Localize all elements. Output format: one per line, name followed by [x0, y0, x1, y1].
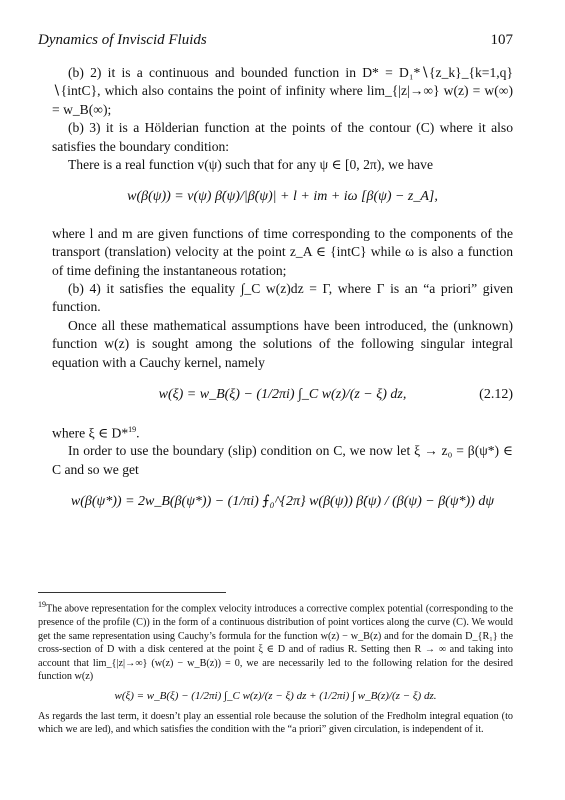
- footnote: [38, 598, 513, 737]
- paragraph-b2: (b) 2) it is a continuous and bounded function in D* = D₁*∖{z_k}_{k=1,q}∖{intC}, which also contains the point of infinity where lim_{|z|→∞} w(z) = w(∞) = w_B(∞);: [52, 65, 513, 117]
- paragraph-once: Once all these mathematical assumptions have been introduced, the (unknown) function w(z) is sought among the solutions of the following singular integral equation with a Cauchy kernel, namely: [52, 317, 513, 370]
- paragraph-b4: (b) 4) it satisfies the equality ∫_C w(z)dz = Γ, where Γ is an “a priori” given function.: [52, 281, 513, 315]
- paragraph-b3: (b) 3) it is a Hölderian function at the points of the contour (C) where it also satisfies the boundary condition:: [52, 120, 513, 154]
- equation-slip: [52, 493, 513, 511]
- main-text: [52, 64, 513, 522]
- paragraph-xi: [52, 421, 513, 443]
- footnote-text-2: As regards the last term, it doesn’t play an essential role because the solution of the Fredholm integral equation (to which we are led), and which satisfies the condition with the “a priori” given circulation, is independent of it.: [38, 710, 513, 736]
- equation-boundary-text: w(β(ψ)) = v(ψ) β̇(ψ)/|β̇(ψ)| + l + im + iω [β(ψ) − z_A],: [127, 189, 438, 205]
- paragraph-xi-text: where ξ ∈ D*: [52, 425, 129, 441]
- footnote-equation: w(ξ) = w_B(ξ) − (1/2πi) ∫_C w(z)/(z − ξ) dz + (1/2πi) ∫ w_B(z)/(z − ξ) dz.: [114, 689, 437, 702]
- paragraph-order: In order to use the boundary (slip) condition on C, we now let ξ → z₀ = β(ψ*) ∈ C and so we get: [52, 443, 513, 477]
- footnote-rule: [38, 592, 226, 593]
- footnote-mark: 19: [38, 600, 46, 609]
- equation-slip-text: w(β(ψ*)) = 2w_B(β(ψ*)) − (1/πi) ⨍₀^{2π} w(β(ψ)) β̇(ψ) / (β(ψ) − β(ψ*)) dψ: [70, 494, 495, 510]
- running-title: Dynamics of Inviscid Fluids: [38, 32, 207, 48]
- page-number: 107: [490, 32, 513, 48]
- footnote-reference[interactable]: 19: [128, 424, 137, 434]
- equation-number: (2.12): [479, 387, 513, 403]
- paragraph-real-function: There is a real function v(ψ) such that for any ψ ∈ [0, 2π), we have: [68, 157, 433, 173]
- page-header: [38, 32, 513, 52]
- equation-2-12: [52, 386, 513, 404]
- paragraph-xi-end: .: [136, 425, 140, 441]
- paragraph-where: where l and m are given functions of time corresponding to the components of the transport (translation) velocity at the point z_A ∈ {intC} while ω is also a function of time defining the instantaneous rotation;: [52, 225, 513, 278]
- equation-2-12-text: w(ξ) = w_B(ξ) − (1/2πi) ∫_C w(z)/(z − ξ) dz,: [158, 387, 407, 403]
- equation-boundary-condition: [52, 188, 513, 206]
- footnote-text-1: The above representation for the complex velocity introduces a corrective complex potential (corresponding to the presence of the profile (C)) in the form of a continuous distribution of point vortices along the curve (C). We would get the same representation using Cauchy’s formula for the function w(z) − w_B(z) and for the domain D_{R₁} the cross-section of D with a disk centered at the point ξ ∈ D and of radius R. Setting then R → ∞ and taking into account that lim_{|z|→∞} (w(z) − w_B(z)) = 0, we are necessarily led to the following relation for the desired function w(z): [38, 603, 513, 683]
